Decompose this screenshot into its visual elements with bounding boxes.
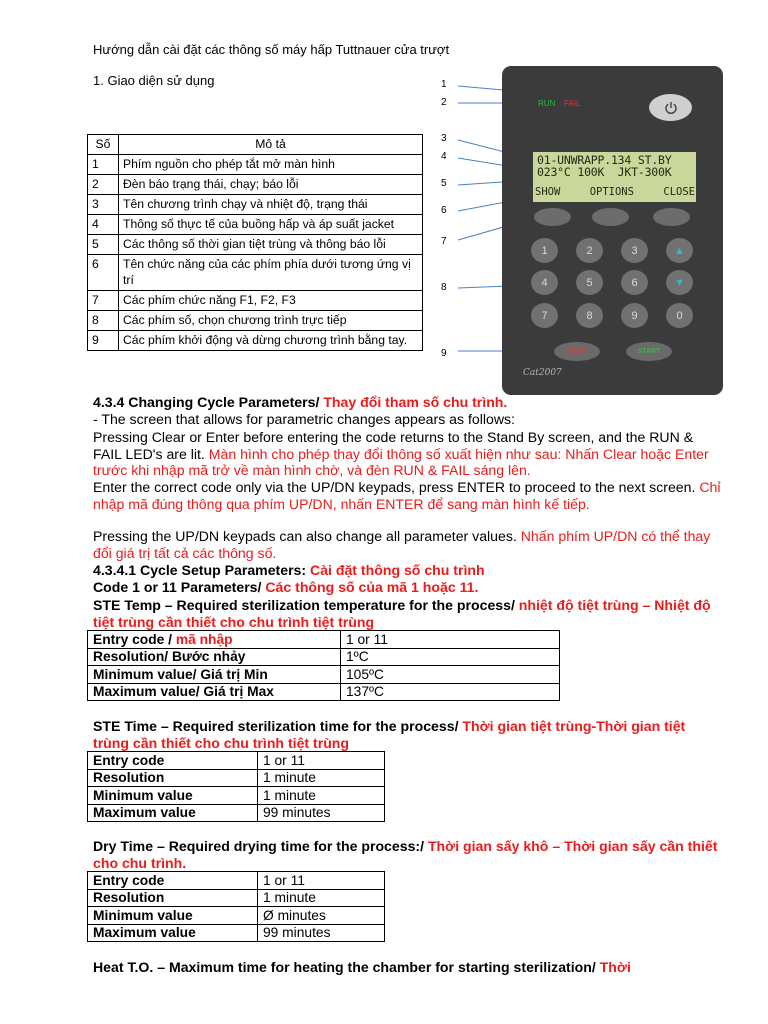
param-key: Resolution/ Bước nhảy (88, 648, 341, 666)
table-row (88, 924, 385, 942)
key-2[interactable]: 2 (576, 238, 603, 263)
key-1[interactable]: 1 (531, 238, 558, 263)
lcd-line-1: 01-UNWRAPP.134 ST.BY (537, 153, 672, 167)
header-desc: Mô tả (119, 135, 423, 155)
brand-logo: Cat2007 (523, 368, 562, 378)
table-row (88, 683, 560, 701)
document-title: Hướng dẫn cài đặt các thông số máy hấp Tuttnauer cửa trượt (93, 42, 450, 57)
ste-time-vi: Thời gian tiệt trùng-Thời gian tiệt trùng cần thiết cho chu trình tiệt trùng (93, 718, 686, 751)
dry-time-table (87, 871, 385, 942)
section-subtitle: 1. Giao diện sử dụng (93, 73, 215, 88)
callout-5: 5 (441, 178, 447, 189)
key-0[interactable]: 0 (666, 303, 693, 328)
key-7[interactable]: 7 (531, 303, 558, 328)
dry-time-en: Dry Time – Required drying time for the process:/ (93, 838, 425, 854)
p3-vi: Chỉ nhập mã đúng thông qua phím UP/DN, nhấn ENTER để sang màn hình kế tiếp. (93, 479, 721, 512)
paragraph-4 (93, 528, 723, 561)
control-panel (502, 66, 723, 395)
callout-3: 3 (441, 133, 447, 144)
table-row (88, 631, 560, 649)
param-key: Minimum value (88, 907, 258, 925)
param-key: Resolution (88, 769, 258, 787)
row-no: 6 (88, 255, 119, 291)
sub-en: 4.3.4.1 Cycle Setup Parameters: (93, 562, 307, 578)
row-text: Tên chức năng của các phím phía dưới tương ứng vị trí (119, 255, 423, 291)
ste-temp-en: STE Temp – Required sterilization temperature for the process/ (93, 597, 515, 613)
param-key: Maximum value (88, 924, 258, 942)
param-key: Entry code (88, 872, 258, 890)
section-heading (93, 394, 723, 411)
sub-vi: Cài đặt thông số chu trình (310, 562, 485, 578)
param-value: 1 minute (258, 769, 385, 787)
ste-time-heading (93, 718, 723, 751)
table-row (88, 235, 423, 255)
key-en: Entry code / (93, 631, 176, 647)
p4-vi: Nhấn phím UP/DN có thể thay đổi giá trị tất cả các thông số. (93, 528, 711, 561)
key-9[interactable]: 9 (621, 303, 648, 328)
row-text: Thông số thực tế của buồng hấp và áp suất jacket (119, 215, 423, 235)
callout-6: 6 (441, 205, 447, 216)
callout-4: 4 (441, 151, 447, 162)
param-key: Entry code (88, 752, 258, 770)
key-4[interactable]: 4 (531, 270, 558, 295)
table-header-row (88, 135, 423, 155)
row-text: Các phím khởi động và dừng chương trình bằng tay. (119, 331, 423, 351)
param-key: Maximum value/ Giá trị Max (88, 683, 341, 701)
table-row (88, 769, 385, 787)
paragraph-3 (93, 479, 723, 512)
code-heading (93, 579, 723, 596)
p2-en: Pressing Clear or Enter before entering the code returns to the Stand By screen, and the RUN & FAIL LED's are lit. (93, 429, 694, 462)
table-row (88, 648, 560, 666)
param-key: Maximum value (88, 804, 258, 822)
row-no: 7 (88, 291, 119, 311)
param-value: 1 or 11 (258, 872, 385, 890)
fn-label-options: OPTIONS (589, 186, 634, 198)
ste-temp-vi: nhiệt độ tiệt trùng – Nhiệt độ tiệt trùng cần thiết cho chu trình tiệt trùng (93, 597, 711, 630)
f1-key[interactable] (534, 208, 571, 226)
dry-time-vi: Thời gian sấy khô – Thời gian sấy cần thiết cho chu trình. (93, 838, 718, 871)
heat-to-en: Heat T.O. – Maximum time for heating the chamber for starting sterilization/ (93, 959, 596, 975)
param-value: 1 minute (258, 787, 385, 805)
table-row (88, 155, 423, 175)
table-row (88, 255, 423, 291)
fn-label-show: SHOW (535, 186, 561, 198)
row-no: 4 (88, 215, 119, 235)
row-text: Các thông số thời gian tiệt trùng và thông báo lỗi (119, 235, 423, 255)
table-row (88, 291, 423, 311)
fail-led: FAIL (564, 99, 581, 108)
table-row (88, 787, 385, 805)
param-value: 1 minute (258, 889, 385, 907)
table-row (88, 666, 560, 684)
p4-en: Pressing the UP/DN keypads can also change all parameter values. (93, 528, 517, 544)
power-button[interactable] (649, 94, 692, 121)
heat-to-vi: Thời (599, 959, 631, 975)
param-value: 99 minutes (258, 924, 385, 942)
header-no: Số (88, 135, 119, 155)
key-8[interactable]: 8 (576, 303, 603, 328)
callout-9: 9 (441, 348, 447, 359)
row-no: 2 (88, 175, 119, 195)
table-row (88, 311, 423, 331)
lcd-function-labels (535, 186, 695, 198)
param-value: 137ºC (341, 683, 560, 701)
row-no: 1 (88, 155, 119, 175)
p2-vi: Màn hình cho phép thay đổi thông số xuất hiện như sau: Nhấn Clear hoặc Enter trước khi nhập mã trở về màn hình chờ, và đèn RUN & FAIL sáng lên. (93, 445, 709, 478)
param-value: 1 or 11 (341, 631, 560, 649)
ste-temp-heading (93, 597, 723, 630)
ste-time-en: STE Time – Required sterilization time for the process/ (93, 718, 459, 734)
key-6[interactable]: 6 (621, 270, 648, 295)
param-key (88, 631, 341, 649)
row-text: Các phím số, chọn chương trình trực tiếp (119, 311, 423, 331)
row-no: 3 (88, 195, 119, 215)
paragraph-1: - The screen that allows for parametric changes appears as follows: (93, 411, 515, 427)
stop-button[interactable]: STOP (554, 342, 600, 361)
table-row (88, 889, 385, 907)
code-en: Code 1 or 11 Parameters/ (93, 579, 262, 595)
key-vi: mã nhập (175, 631, 233, 647)
heading-en: 4.3.4 Changing Cycle Parameters/ (93, 394, 320, 410)
key-3[interactable]: 3 (621, 238, 648, 263)
callout-1: 1 (441, 79, 447, 90)
param-value: 99 minutes (258, 804, 385, 822)
lcd-line-2: 023°C 100K JKT-300K (537, 165, 672, 179)
f2-key[interactable] (592, 208, 629, 226)
table-row (88, 195, 423, 215)
start-button[interactable]: START (626, 342, 672, 361)
power-icon (664, 101, 678, 115)
down-arrow-key[interactable]: ▼ (666, 270, 693, 295)
code-vi: Các thông số của mã 1 hoặc 11. (265, 579, 479, 595)
table-row (88, 215, 423, 235)
row-text: Phím nguồn cho phép tắt mở màn hình (119, 155, 423, 175)
row-no: 9 (88, 331, 119, 351)
p3-en: Enter the correct code only via the UP/DN keypads, press ENTER to proceed to the next screen. (93, 479, 696, 495)
param-key: Minimum value/ Giá trị Min (88, 666, 341, 684)
subsection-heading (93, 562, 723, 579)
param-key: Resolution (88, 889, 258, 907)
param-value: 1ºC (341, 648, 560, 666)
table-row (88, 872, 385, 890)
callout-7: 7 (441, 236, 447, 247)
table-row (88, 331, 423, 351)
row-text: Đèn báo trạng thái, chạy; báo lỗi (119, 175, 423, 195)
table-row (88, 175, 423, 195)
description-table (87, 134, 423, 351)
callout-8: 8 (441, 282, 447, 293)
row-text: Các phím chức năng F1, F2, F3 (119, 291, 423, 311)
param-key: Minimum value (88, 787, 258, 805)
row-text: Tên chương trình chạy và nhiệt độ, trạng thái (119, 195, 423, 215)
param-value: 1 or 11 (258, 752, 385, 770)
f3-key[interactable] (653, 208, 690, 226)
ste-time-table (87, 751, 385, 822)
dry-time-heading (93, 838, 723, 871)
callout-2: 2 (441, 97, 447, 108)
row-no: 5 (88, 235, 119, 255)
param-value: Ø minutes (258, 907, 385, 925)
run-led: RUN (538, 99, 556, 108)
paragraph-2 (93, 429, 723, 479)
heat-to-heading (93, 959, 723, 976)
fn-label-close: CLOSE (663, 186, 695, 198)
table-row (88, 752, 385, 770)
key-5[interactable]: 5 (576, 270, 603, 295)
heading-vi: Thay đổi tham số chu trình. (323, 394, 508, 410)
table-row (88, 907, 385, 925)
ste-temp-table (87, 630, 560, 701)
table-row (88, 804, 385, 822)
row-no: 8 (88, 311, 119, 331)
param-value: 105ºC (341, 666, 560, 684)
up-arrow-key[interactable]: ▲ (666, 238, 693, 263)
